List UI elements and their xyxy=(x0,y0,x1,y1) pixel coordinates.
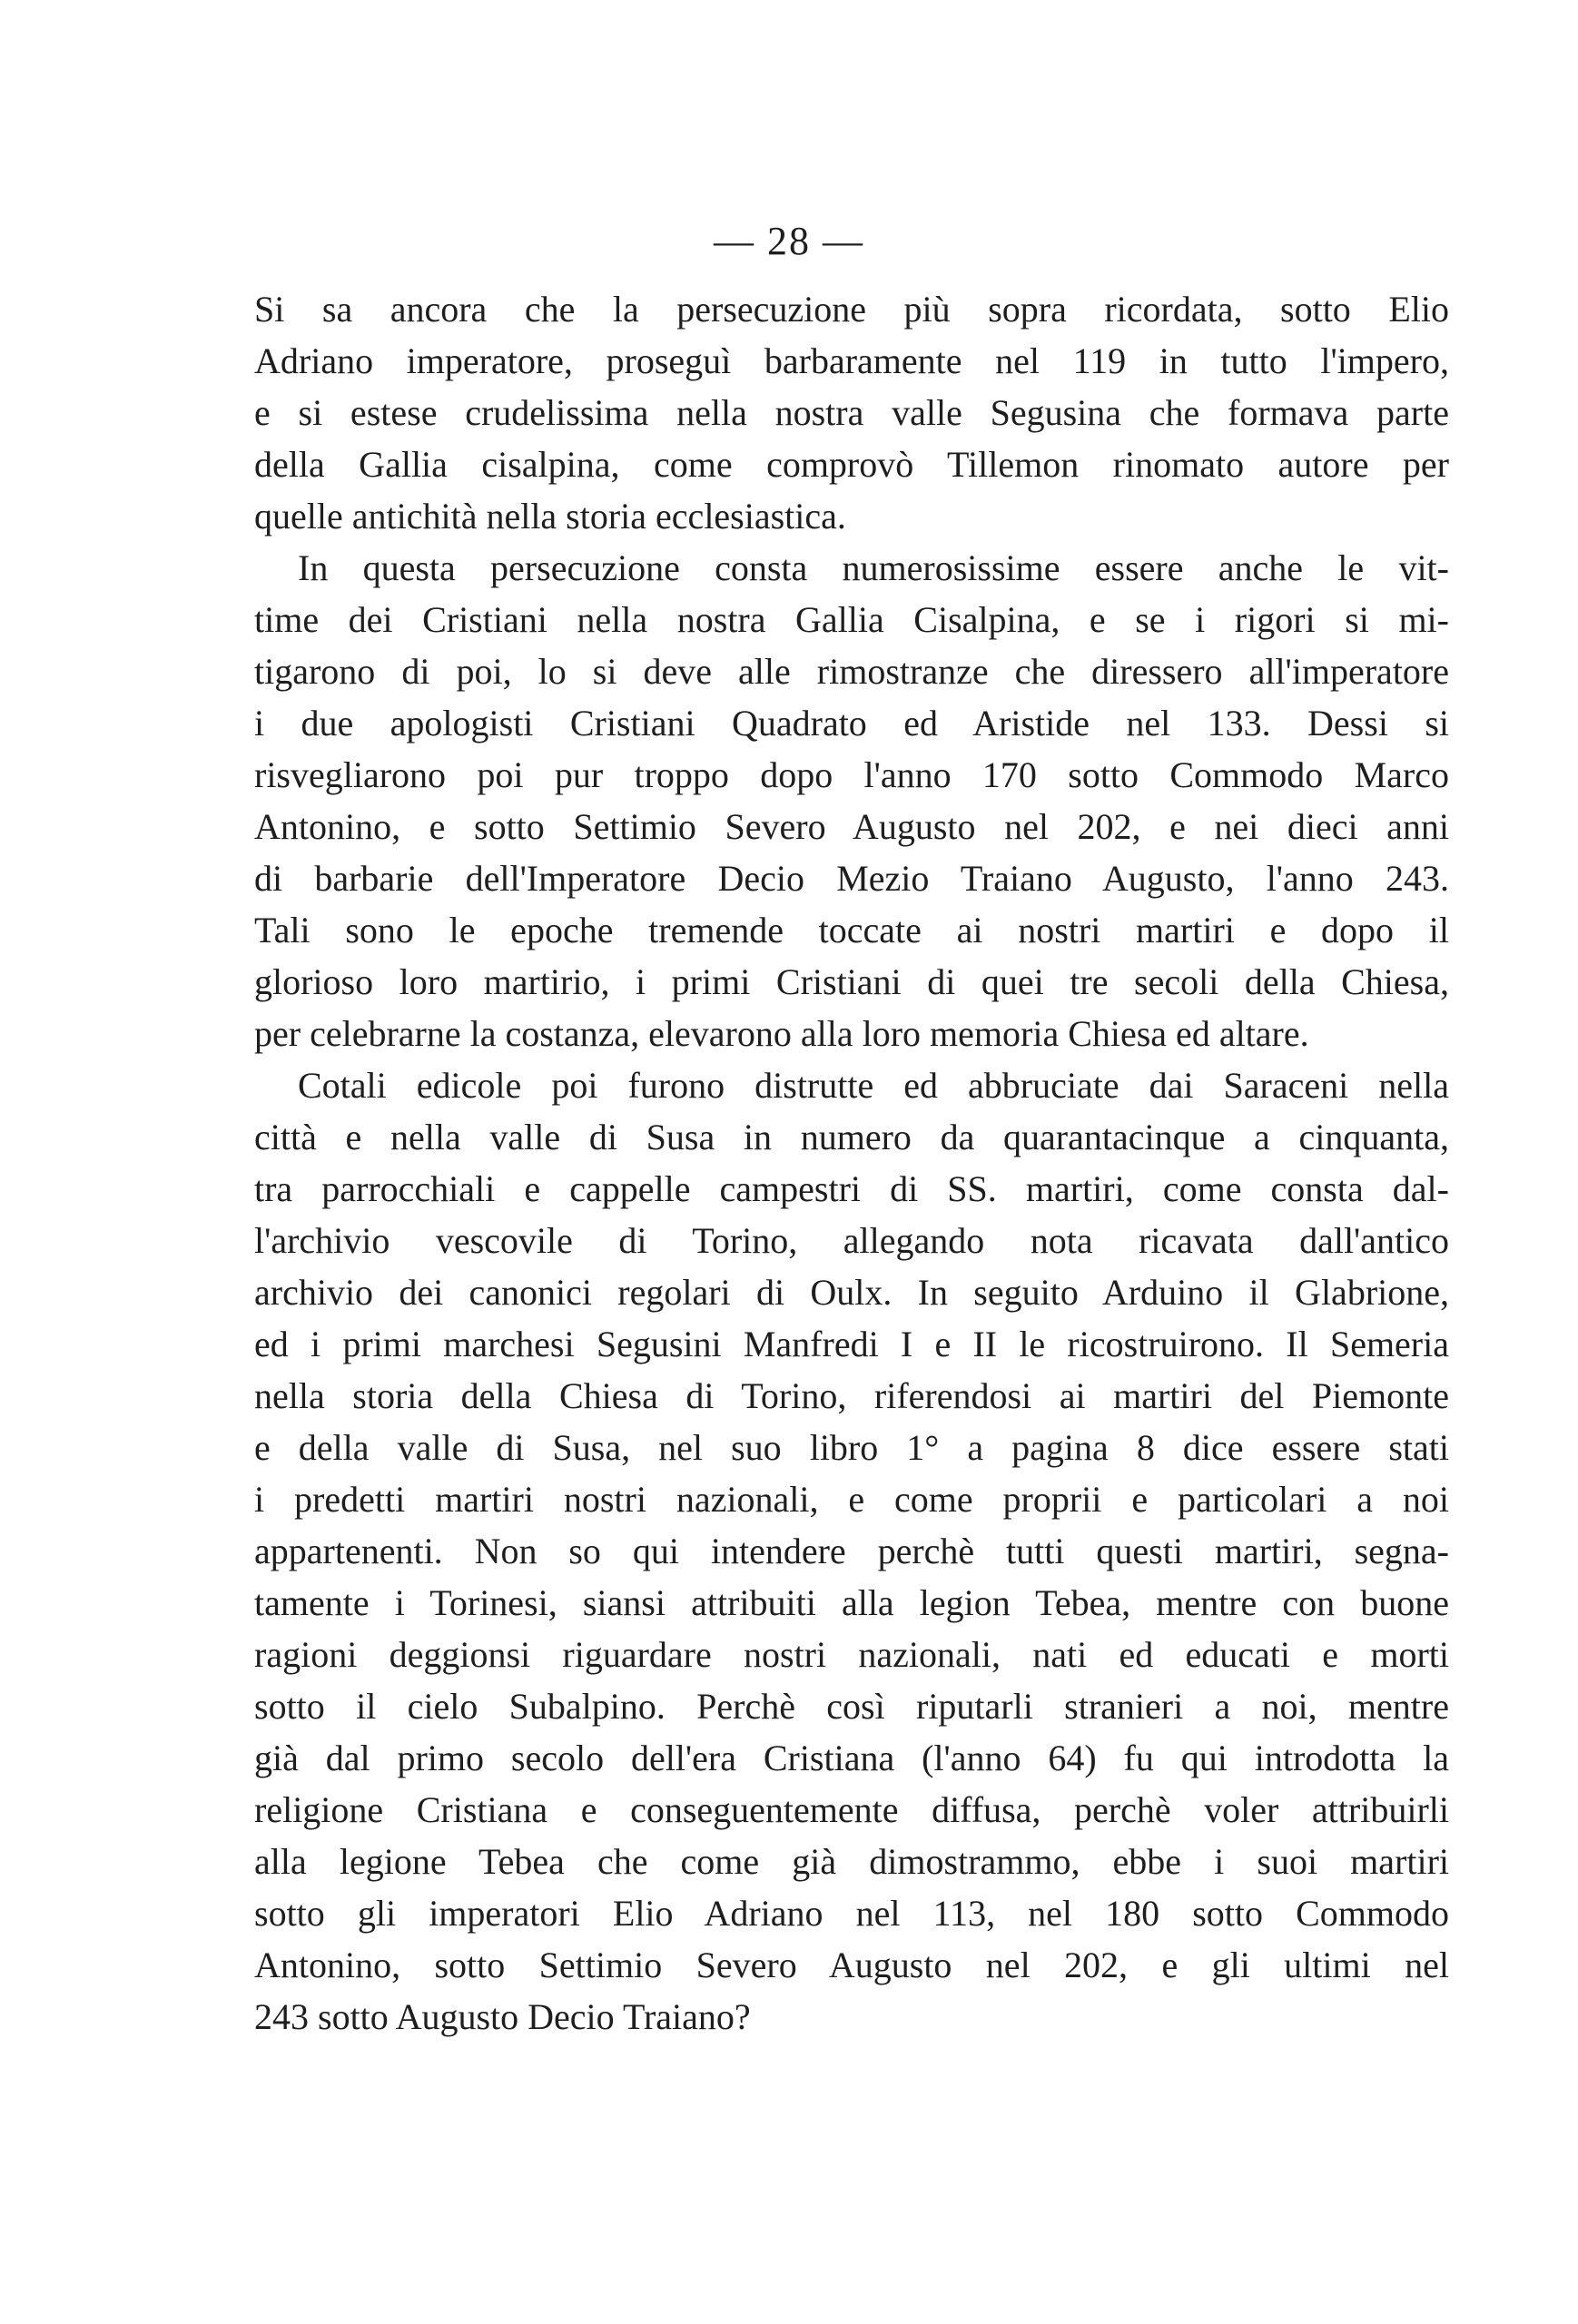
text-line: Adriano imperatore, proseguì barbaramente nel 119 in tutto l'impero, xyxy=(254,340,1449,381)
text-line: In questa persecuzione consta numerosissime essere anche le vit- xyxy=(298,547,1449,588)
text-line: quelle antichità nella storia ecclesiastica. xyxy=(254,496,846,537)
text-line: i predetti martiri nostri nazionali, e come proprii e particolari a noi xyxy=(254,1479,1449,1520)
text-line: per celebrarne la costanza, elevarono alla loro memoria Chiesa ed altare. xyxy=(254,1013,1309,1054)
text-line: Tali sono le epoche tremende toccate ai nostri martiri e dopo il xyxy=(254,910,1449,950)
text-line: Si sa ancora che la persecuzione più sopra ricordata, sotto Elio xyxy=(254,289,1449,330)
text-line: città e nella valle di Susa in numero da quarantacinque a cinquanta, xyxy=(254,1117,1449,1157)
text-line: Cotali edicole poi furono distrutte ed abbruciate dai Saraceni nella xyxy=(298,1065,1449,1106)
text-line: tra parrocchiali e cappelle campestri di SS. martiri, come consta dal- xyxy=(254,1168,1449,1209)
text-line: Antonino, e sotto Settimio Severo Augusto nel 202, e nei dieci anni xyxy=(254,806,1449,847)
text-line: alla legione Tebea che come già dimostrammo, ebbe i suoi martiri xyxy=(254,1841,1449,1882)
text-line: di barbarie dell'Imperatore Decio Mezio Traiano Augusto, l'anno 243. xyxy=(254,858,1449,899)
text-line: time dei Cristiani nella nostra Gallia Cisalpina, e se i rigori si mi- xyxy=(254,599,1449,640)
text-line: tamente i Torinesi, siansi attribuiti alla legion Tebea, mentre con buone xyxy=(254,1582,1449,1623)
text-line: Antonino, sotto Settimio Severo Augusto nel 202, e gli ultimi nel xyxy=(254,1945,1449,1985)
body-text xyxy=(254,283,1449,2043)
text-line: ragioni deggionsi riguardare nostri nazionali, nati ed educati e morti xyxy=(254,1634,1449,1675)
text-line: sotto gli imperatori Elio Adriano nel 113, nel 180 sotto Commodo xyxy=(254,1893,1449,1934)
text-line: ed i primi marchesi Segusini Manfredi I e II le ricostruirono. Il Semeria xyxy=(254,1324,1449,1364)
text-line: religione Cristiana e conseguentemente diffusa, perchè voler attribuirli xyxy=(254,1789,1449,1830)
text-line: nella storia della Chiesa di Torino, riferendosi ai martiri del Piemonte xyxy=(254,1375,1449,1416)
text-line: archivio dei canonici regolari di Oulx. In seguito Arduino il Glabrione, xyxy=(254,1272,1449,1313)
text-line: e si estese crudelissima nella nostra valle Segusina che formava parte xyxy=(254,392,1449,433)
text-line: i due apologisti Cristiani Quadrato ed Aristide nel 133. Dessi si xyxy=(254,703,1449,743)
text-line: e della valle di Susa, nel suo libro 1° a pagina 8 dice essere stati xyxy=(254,1427,1449,1468)
text-line: tigarono di poi, lo si deve alle rimostranze che diressero all'imperatore xyxy=(254,651,1449,692)
page-number: — 28 — xyxy=(714,219,864,263)
text-line: glorioso loro martirio, i primi Cristiani di quei tre secoli della Chiesa, xyxy=(254,961,1449,1002)
text-line: risvegliarono poi pur troppo dopo l'anno 170 sotto Commodo Marco xyxy=(254,754,1449,795)
text-line: della Gallia cisalpina, come comprovò Tillemon rinomato autore per xyxy=(254,444,1449,485)
text-line: l'archivio vescovile di Torino, allegando nota ricavata dall'antico xyxy=(254,1220,1449,1261)
text-line: appartenenti. Non so qui intendere perchè tutti questi martiri, segna- xyxy=(254,1531,1449,1571)
text-line: già dal primo secolo dell'era Cristiana (l'anno 64) fu qui introdotta la xyxy=(254,1738,1449,1778)
text-line: 243 sotto Augusto Decio Traiano? xyxy=(254,1996,751,2037)
text-line: sotto il cielo Subalpino. Perchè così riputarli stranieri a noi, mentre xyxy=(254,1686,1449,1727)
